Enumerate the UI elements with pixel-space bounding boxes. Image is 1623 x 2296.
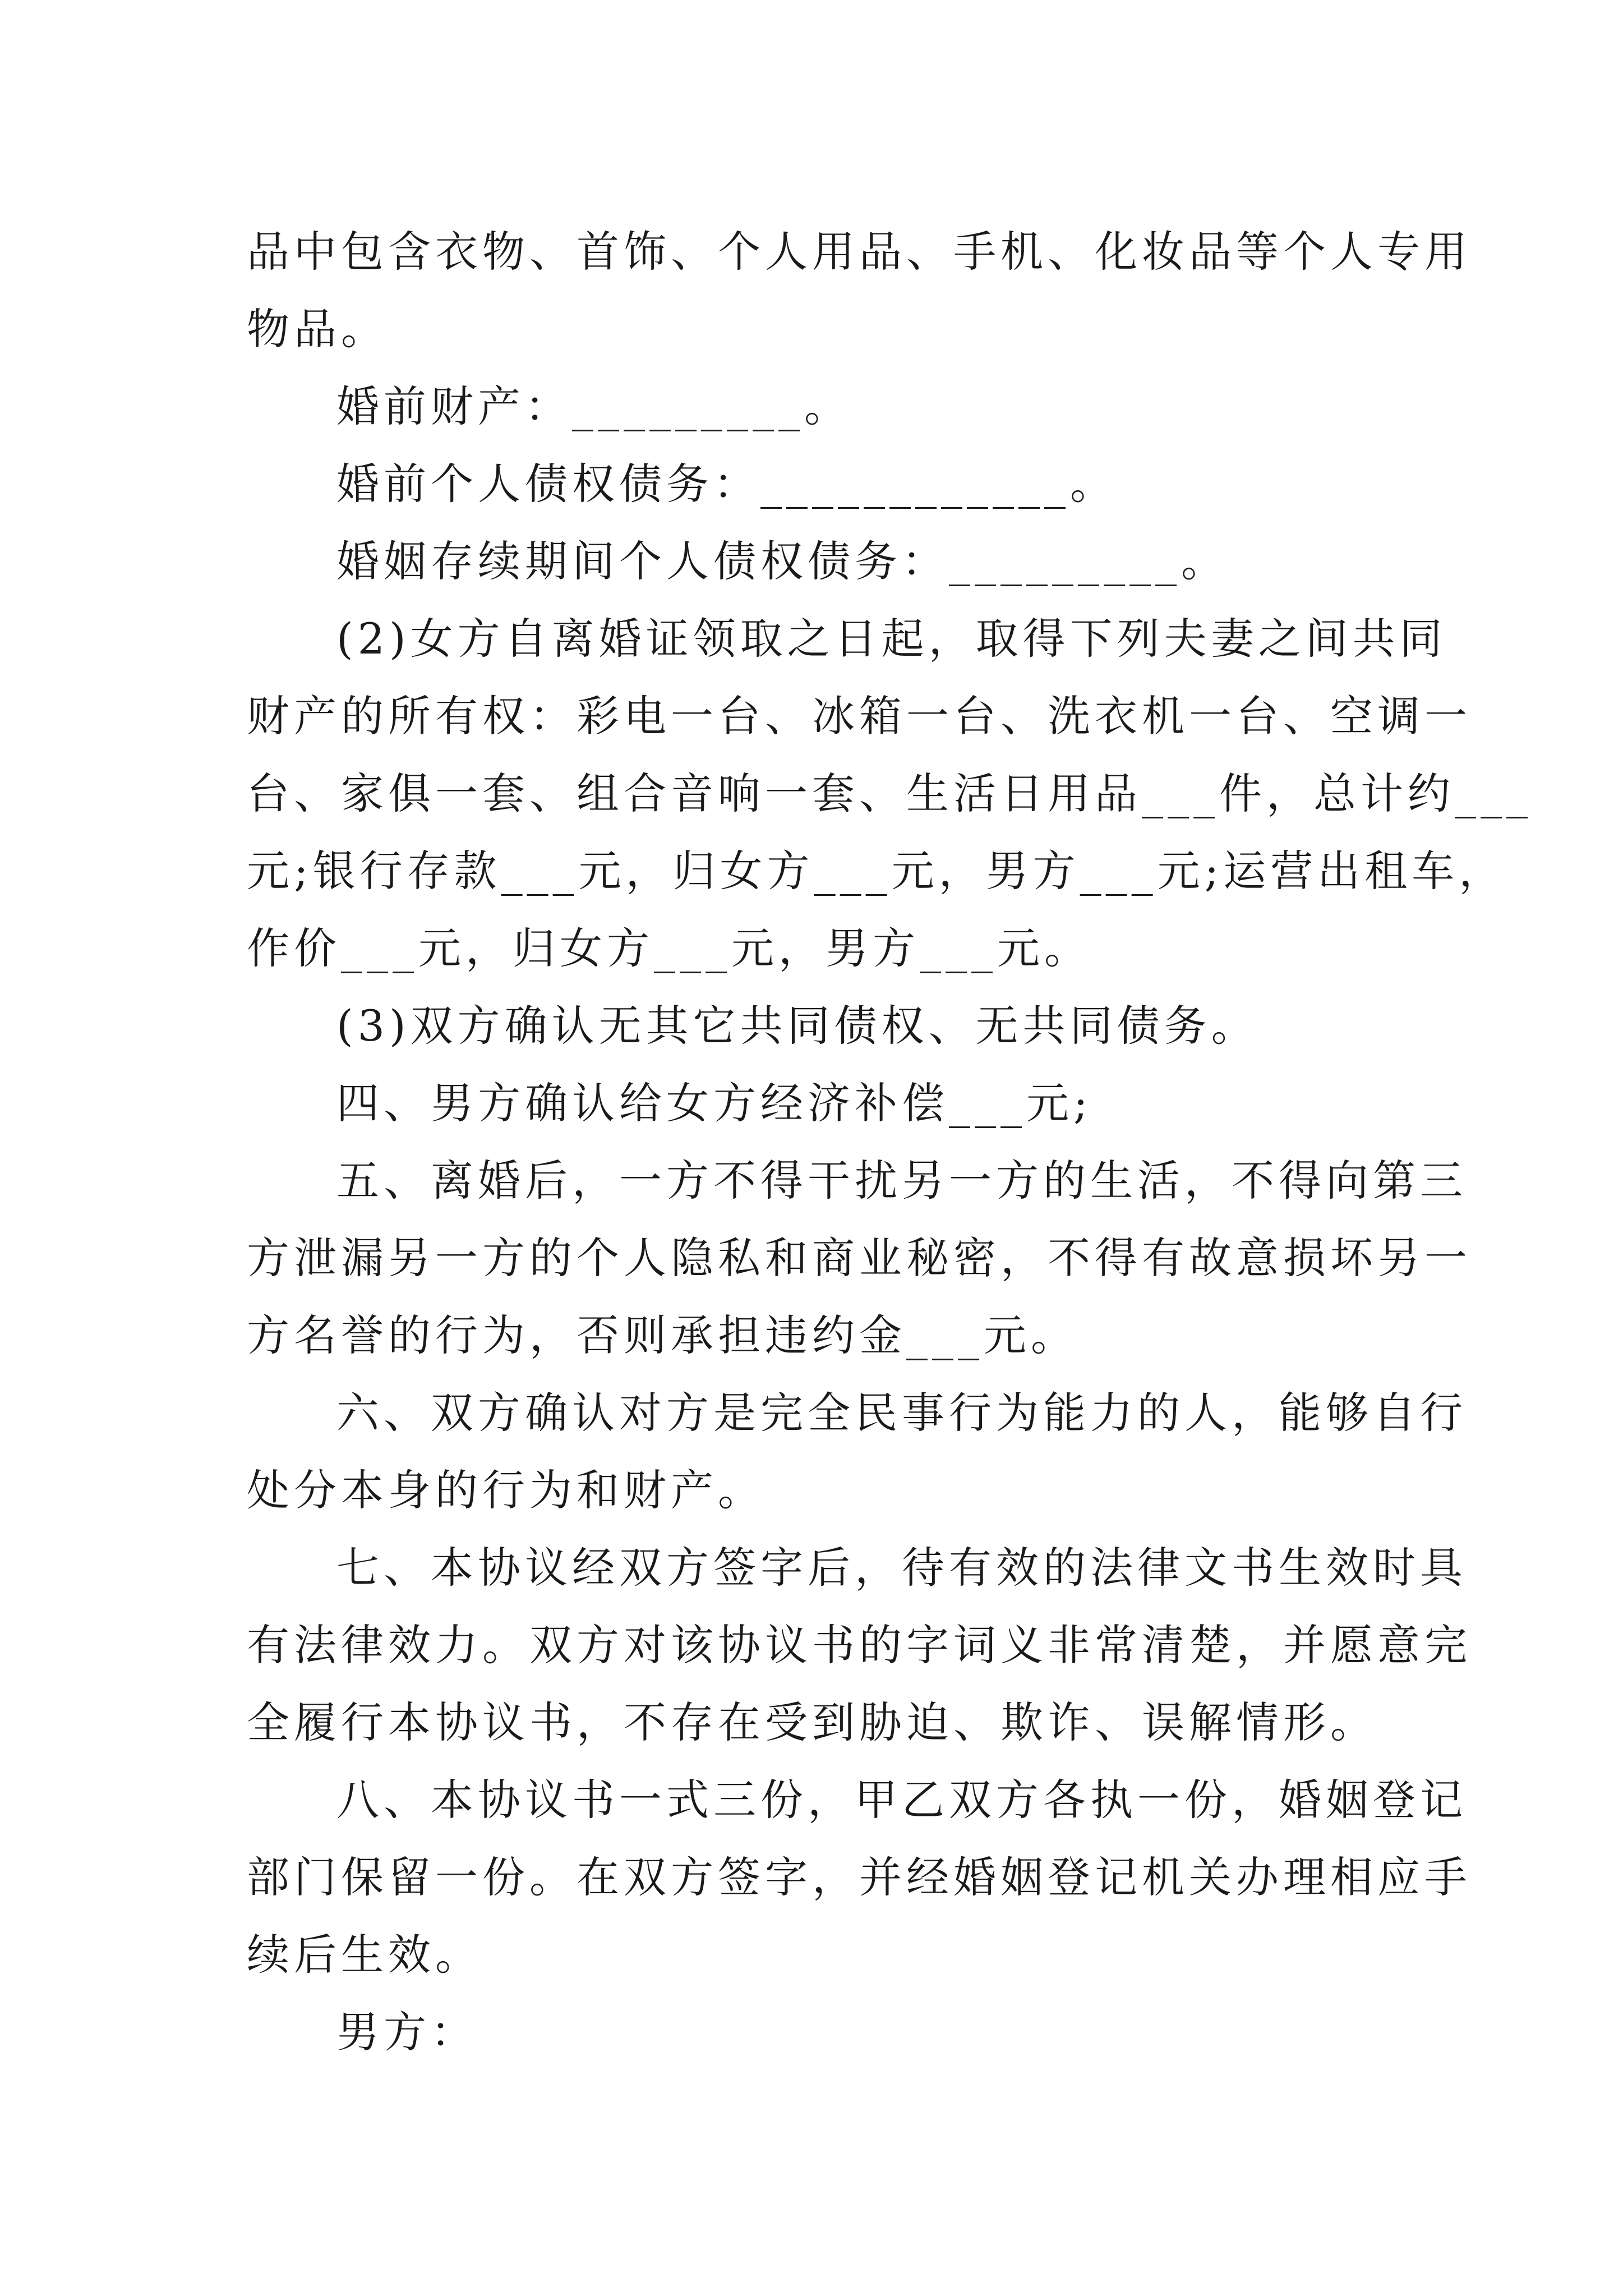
text-line: (3)双方确认无其它共同债权、无共同债务。 (336, 1001, 1258, 1051)
text-line: 方名誉的行为，否则承担违约金___元。 (247, 1310, 1078, 1360)
text-line: 八、本协议书一式三份，甲乙双方各执一份，婚姻登记 (336, 1775, 1467, 1825)
text-line: 五、离婚后，一方不得干扰另一方的生活，不得向第三 (336, 1156, 1467, 1205)
text-line: 婚前个人债权债务：____________。 (336, 459, 1117, 509)
text-line: 处分本身的行为和财产。 (247, 1465, 765, 1515)
text-line: 品中包含衣物、首饰、个人用品、手机、化妆品等个人专用 (247, 227, 1472, 277)
text-line: (2)女方自离婚证领取之日起，取得下列夫妻之间共同 (336, 614, 1447, 664)
text-line: 财产的所有权：彩电一台、冰箱一台、洗衣机一台、空调一 (247, 691, 1472, 741)
text-line: 婚前财产：_________。 (336, 381, 851, 431)
text-line: 六、双方确认对方是完全民事行为能力的人，能够自行 (336, 1388, 1467, 1438)
text-line: 全履行本协议书，不存在受到胁迫、欺诈、误解情形。 (247, 1697, 1377, 1747)
text-line: 台、家俱一套、组合音响一套、生活日用品___件，总计约___ (247, 769, 1532, 818)
text-line: 婚姻存续期间个人债权债务：_________。 (336, 536, 1228, 586)
text-line: 四、男方确认给女方经济补偿___元; (336, 1078, 1092, 1128)
text-line: 作价___元，归女方___元，男方___元。 (247, 923, 1091, 973)
text-line: 续后生效。 (247, 1930, 482, 1980)
text-line: 部门保留一份。在双方签字，并经婚姻登记机关办理相应手 (247, 1852, 1472, 1902)
text-line: 元;银行存款___元，归女方___元，男方___元;运营出租车， (247, 846, 1506, 896)
text-line: 有法律效力。双方对该协议书的字词义非常清楚，并愿意完 (247, 1620, 1472, 1670)
text-line: 七、本协议经双方签字后，待有效的法律文书生效时具 (336, 1543, 1467, 1593)
text-line: 物品。 (247, 304, 388, 354)
document-page (247, 213, 1532, 2071)
text-line: 方泄漏另一方的个人隐私和商业秘密，不得有故意损坏另一 (247, 1233, 1472, 1283)
signature-label-male: 男方： (336, 2007, 478, 2057)
